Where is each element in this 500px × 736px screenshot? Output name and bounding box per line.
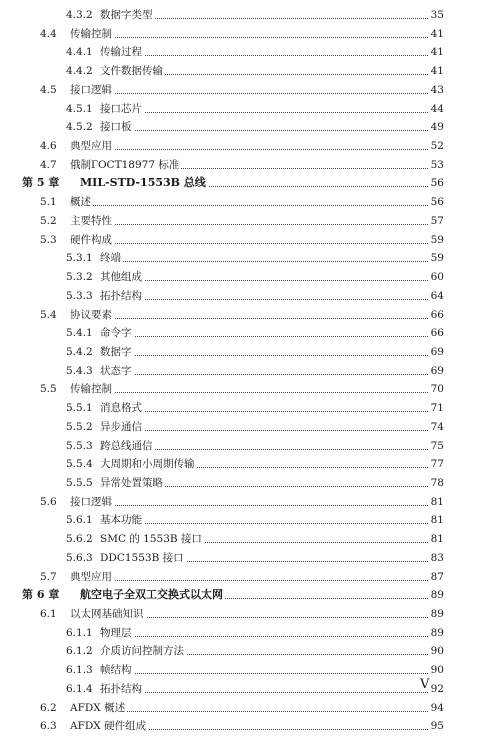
toc-entry-page: 59 (428, 249, 444, 268)
dot-leader (90, 93, 442, 94)
toc-entry-subsection (0, 287, 500, 306)
toc-entry-title: 接口逻辑 (70, 81, 114, 100)
toc-entry-number: 5.6.1 (66, 514, 93, 527)
dot-leader (120, 692, 442, 693)
toc-entry-number: 6.1.4 (66, 682, 93, 695)
toc-entry-section (0, 306, 500, 325)
toc-entry-page: 52 (428, 137, 444, 156)
toc-entry-subsection (0, 455, 500, 474)
toc-entry-page: 89 (428, 624, 444, 643)
toc-entry-number: 5.5.1 (66, 402, 93, 415)
toc-entry-number: 6.1.2 (66, 645, 93, 658)
dot-leader (120, 74, 442, 75)
dot-leader (120, 523, 442, 524)
table-of-contents (0, 6, 500, 736)
toc-entry-number: 6.2 (40, 701, 57, 714)
toc-entry-page: 57 (428, 212, 444, 231)
dot-leader (90, 505, 442, 506)
toc-entry-title: AFDX 概述 (70, 699, 127, 718)
toc-entry-title: 协议要素 (70, 306, 114, 325)
toc-entry-page: 41 (428, 25, 444, 44)
dot-leader (90, 37, 442, 38)
toc-entry-number: 5.3.1 (66, 252, 93, 265)
dot-leader (120, 280, 442, 281)
toc-entry-section (0, 717, 500, 736)
toc-entry-title: 终端 (100, 249, 123, 268)
toc-entry-number: 5.6.3 (66, 551, 93, 564)
dot-leader (120, 374, 442, 375)
toc-entry-number: 4.5.2 (66, 121, 93, 134)
toc-entry-number: 5.5.5 (66, 476, 93, 489)
toc-entry-page: 56 (428, 193, 444, 212)
toc-entry-title: 数据字类型 (100, 6, 155, 25)
toc-entry-title: 接口逻辑 (70, 493, 114, 512)
toc-entry-title: 主要特性 (70, 212, 114, 231)
toc-entry-title: 俄制ГОСТ18977 标准 (70, 156, 181, 175)
toc-entry-number: 4.4.1 (66, 46, 93, 59)
toc-entry-page: 90 (428, 661, 444, 680)
toc-entry-number: 6.1.3 (66, 664, 93, 677)
toc-entry-title: 消息格式 (100, 399, 144, 418)
toc-entry-page: 81 (428, 530, 444, 549)
toc-entry-section (0, 231, 500, 250)
toc-entry-title: AFDX 硬件组成 (70, 717, 148, 736)
toc-entry-title: 以太网基础知识 (70, 605, 146, 624)
dot-leader (90, 243, 442, 244)
toc-entry-title: 典型应用 (70, 137, 114, 156)
toc-entry-page: 77 (428, 455, 444, 474)
dot-leader (120, 449, 442, 450)
toc-entry-subsection (0, 118, 500, 137)
toc-entry-title: 命令字 (100, 324, 134, 343)
toc-entry-section (0, 380, 500, 399)
toc-entry-section (0, 193, 500, 212)
toc-entry-title: 概述 (70, 193, 93, 212)
toc-entry-number: 第 6 章 (22, 588, 60, 602)
toc-entry-number: 5.6.2 (66, 533, 93, 546)
dot-leader (90, 224, 442, 225)
dot-leader (120, 673, 442, 674)
toc-entry-subsection (0, 474, 500, 493)
toc-entry-page: 66 (428, 306, 444, 325)
toc-entry-page: 87 (428, 568, 444, 587)
toc-entry-title: 传输控制 (70, 25, 114, 44)
toc-entry-title: 典型应用 (70, 568, 114, 587)
toc-entry-page: 41 (428, 62, 444, 81)
toc-entry-section (0, 81, 500, 100)
toc-entry-number: 4.5 (40, 83, 57, 96)
dot-leader (120, 411, 442, 412)
toc-entry-number: 4.5.1 (66, 102, 93, 115)
toc-entry-page: 53 (428, 156, 444, 175)
toc-entry-number: 5.7 (40, 570, 57, 583)
toc-entry-title: 传输控制 (70, 380, 114, 399)
dot-leader (120, 636, 442, 637)
page-number-roman: V (420, 677, 430, 692)
toc-entry-subsection (0, 100, 500, 119)
toc-entry-chapter (0, 174, 500, 193)
dot-leader (120, 112, 442, 113)
toc-entry-title: MIL-STD-1553B 总线 (80, 174, 208, 193)
toc-entry-page: 43 (428, 81, 444, 100)
dot-leader (90, 392, 442, 393)
toc-entry-page: 70 (428, 380, 444, 399)
toc-entry-title: 物理层 (100, 624, 134, 643)
toc-entry-page: 90 (428, 642, 444, 661)
toc-entry-title: 文件数据传输 (100, 62, 165, 81)
dot-leader (120, 130, 442, 131)
toc-entry-page: 35 (428, 6, 444, 25)
toc-entry-page: 83 (428, 549, 444, 568)
toc-entry-page: 49 (428, 118, 444, 137)
toc-entry-title: 跨总线通信 (100, 437, 155, 456)
toc-entry-number: 5.5.2 (66, 420, 93, 433)
toc-entry-page: 81 (428, 511, 444, 530)
toc-entry-page: 56 (428, 174, 444, 193)
toc-entry-number: 5.4.1 (66, 327, 93, 340)
toc-entry-page: 59 (428, 231, 444, 250)
toc-entry-page: 75 (428, 437, 444, 456)
toc-entry-page: 95 (428, 717, 444, 736)
toc-entry-number: 6.3 (40, 720, 57, 733)
toc-entry-subsection (0, 249, 500, 268)
toc-entry-number: 5.5 (40, 383, 57, 396)
toc-entry-title: 硬件构成 (70, 231, 114, 250)
toc-entry-page: 89 (428, 586, 444, 605)
toc-entry-page: 81 (428, 493, 444, 512)
dot-leader (120, 299, 442, 300)
toc-entry-title: 航空电子全双工交换式以太网 (80, 586, 225, 605)
dot-leader (120, 55, 442, 56)
toc-entry-section (0, 25, 500, 44)
toc-entry-number: 5.4.3 (66, 364, 93, 377)
toc-entry-number: 5.5.4 (66, 458, 93, 471)
toc-entry-title: 帧结构 (100, 661, 134, 680)
toc-entry-title: 大周期和小周期传输 (100, 455, 197, 474)
toc-entry-page: 92 (428, 680, 444, 699)
toc-entry-title: 拓扑结构 (100, 287, 144, 306)
toc-entry-page: 74 (428, 418, 444, 437)
toc-entry-page: 60 (428, 268, 444, 287)
dot-leader (120, 261, 442, 262)
toc-entry-page: 89 (428, 605, 444, 624)
toc-entry-title: 接口芯片 (100, 100, 144, 119)
toc-entry-title: 异步通信 (100, 418, 144, 437)
toc-entry-number: 5.4.2 (66, 345, 93, 358)
toc-entry-subsection (0, 511, 500, 530)
toc-entry-page: 66 (428, 324, 444, 343)
toc-entry-title: 状态字 (100, 362, 134, 381)
toc-entry-page: 69 (428, 362, 444, 381)
dot-leader (120, 18, 442, 19)
toc-entry-section (0, 493, 500, 512)
toc-entry-subsection (0, 43, 500, 62)
toc-entry-title: 异常处置策略 (100, 474, 165, 493)
toc-entry-section (0, 156, 500, 175)
toc-entry-number: 5.5.3 (66, 439, 93, 452)
toc-entry-number: 5.6 (40, 495, 57, 508)
toc-entry-subsection (0, 418, 500, 437)
toc-entry-subsection (0, 324, 500, 343)
toc-entry-number: 5.4 (40, 308, 57, 321)
toc-entry-number: 6.1.1 (66, 626, 93, 639)
toc-entry-title: 拓扑结构 (100, 680, 144, 699)
toc-entry-subsection (0, 343, 500, 362)
toc-entry-number: 4.4 (40, 27, 57, 40)
dot-leader (90, 580, 442, 581)
dot-leader (120, 430, 442, 431)
dot-leader (90, 149, 442, 150)
toc-entry-section (0, 212, 500, 231)
dot-leader (90, 711, 442, 712)
toc-entry-subsection (0, 62, 500, 81)
toc-entry-number: 6.1 (40, 608, 57, 620)
toc-entry-title: 基本功能 (100, 511, 144, 530)
dot-leader (120, 355, 442, 356)
toc-entry-subsection (0, 399, 500, 418)
dot-leader (90, 205, 442, 206)
toc-entry-subsection (0, 624, 500, 643)
dot-leader (120, 336, 442, 337)
toc-entry-title: 数据字 (100, 343, 134, 362)
toc-entry-title: 介质访问控制方法 (100, 642, 186, 661)
toc-entry-number: 5.2 (40, 214, 57, 227)
toc-entry-page: 78 (428, 474, 444, 493)
toc-entry-subsection (0, 549, 500, 568)
toc-entry-title: 接口板 (100, 118, 134, 137)
toc-entry-section (0, 699, 500, 718)
toc-entry-title: SMC 的 1553B 接口 (100, 530, 204, 549)
toc-entry-subsection (0, 362, 500, 381)
toc-entry-title: 传输过程 (100, 43, 144, 62)
toc-entry-number: 5.3.2 (66, 271, 93, 284)
toc-entry-section (0, 568, 500, 587)
toc-entry-number: 5.1 (40, 196, 57, 209)
toc-entry-subsection (0, 530, 500, 549)
toc-entry-page: 69 (428, 343, 444, 362)
toc-entry-subsection (0, 6, 500, 25)
toc-entry-number: 第 5 章 (22, 176, 60, 190)
toc-entry-page: 94 (428, 699, 444, 718)
toc-entry-page: 44 (428, 100, 444, 119)
toc-entry-number: 4.3.2 (66, 9, 93, 21)
toc-entry-title: DDC1553B 接口 (100, 549, 186, 568)
dot-leader (90, 318, 442, 319)
toc-entry-section (0, 137, 500, 156)
toc-entry-page: 41 (428, 43, 444, 62)
toc-entry-subsection (0, 268, 500, 287)
toc-entry-page: 71 (428, 399, 444, 418)
toc-entry-title: 其他组成 (100, 268, 144, 287)
toc-entry-subsection (0, 642, 500, 661)
toc-entry-number: 5.3.3 (66, 289, 93, 302)
dot-leader (120, 486, 442, 487)
toc-entry-page: 64 (428, 287, 444, 306)
toc-entry-number: 4.4.2 (66, 65, 93, 78)
toc-entry-number: 5.3 (40, 233, 57, 246)
toc-entry-subsection (0, 437, 500, 456)
toc-entry-chapter (0, 586, 500, 605)
toc-entry-number: 4.7 (40, 158, 57, 171)
toc-entry-number: 4.6 (40, 140, 57, 153)
toc-entry-section (0, 605, 500, 624)
